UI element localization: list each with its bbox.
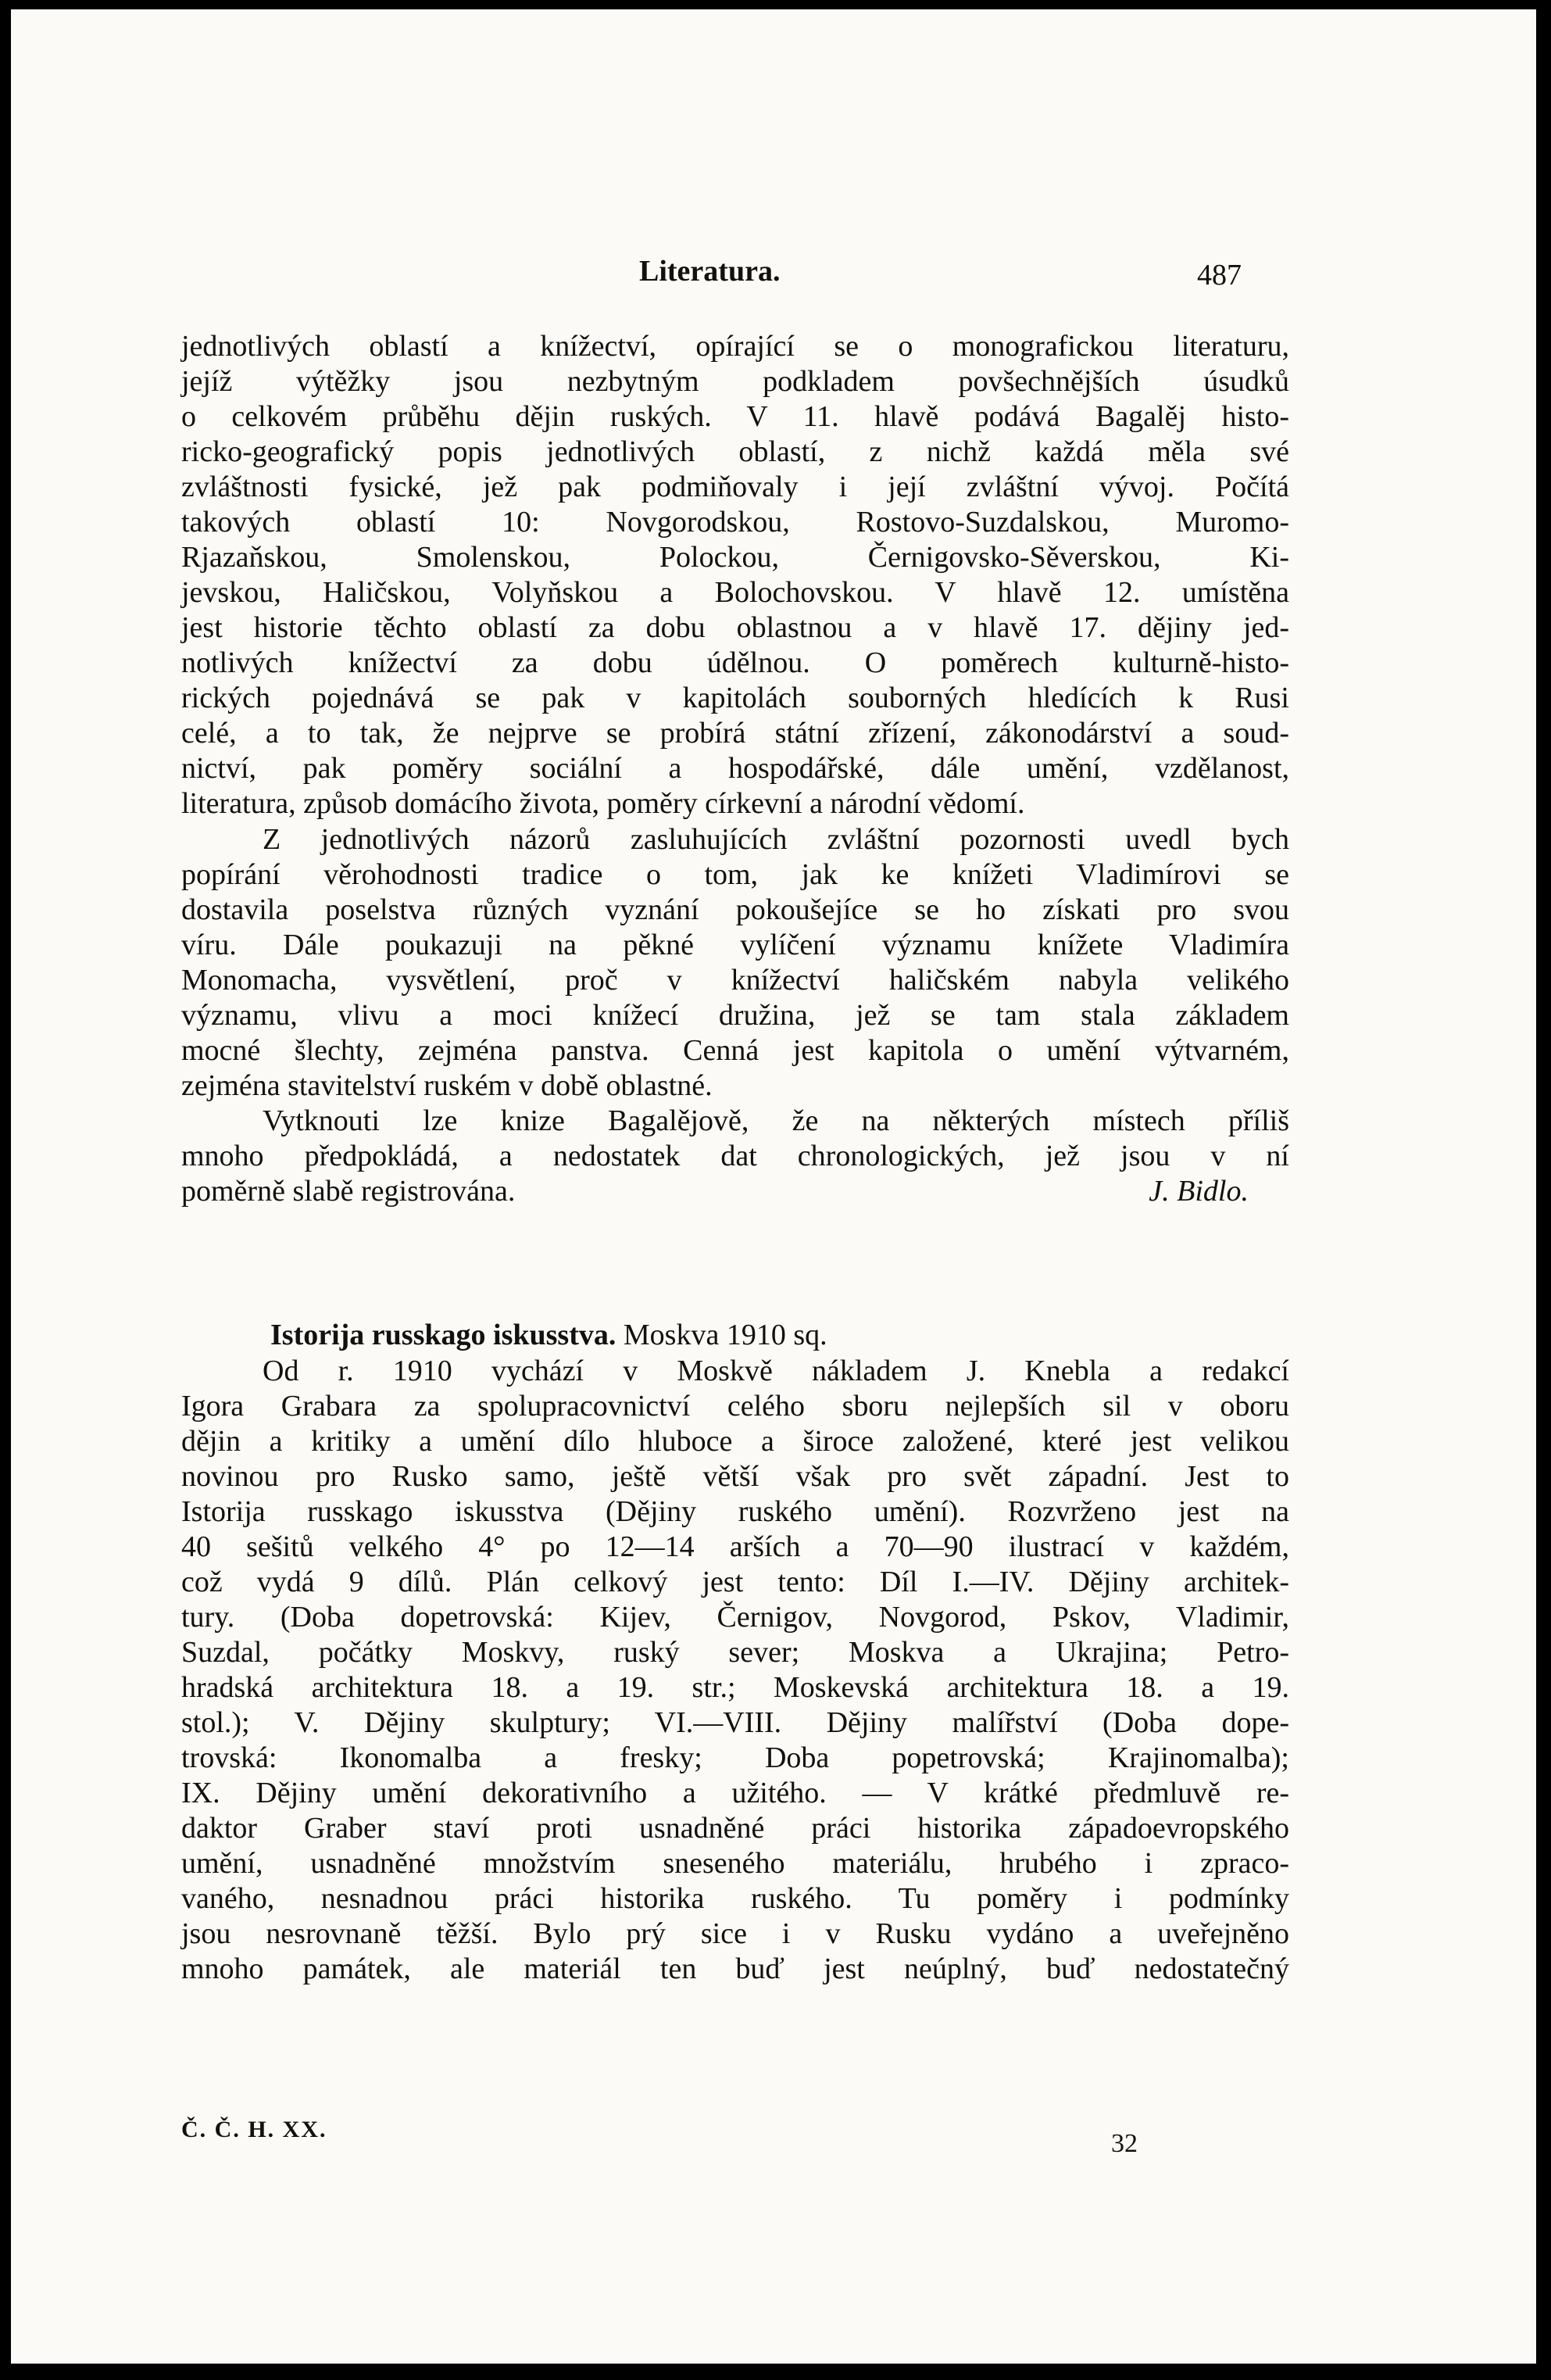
text-line: notlivých knížectví za dobu údělnou. O poměrech kulturně-histo- xyxy=(181,646,1289,679)
text-line: Rjazaňskou, Smolenskou, Polockou, Černigovsko-Sěverskou, Ki- xyxy=(181,541,1289,574)
text-line: nictví, pak poměry sociální a hospodářské, dále umění, vzdělanost, xyxy=(181,752,1289,785)
page-number: 487 xyxy=(1197,259,1242,292)
text-line: hradská architektura 18. a 19. str.; Moskevská architektura 18. a 19. xyxy=(181,1671,1289,1704)
text-line: Monomacha, vysvětlení, proč v knížectví haličském nabyla velikého xyxy=(181,964,1289,997)
text-line: Z jednotlivých názorů zasluhujících zvláštní pozornosti uvedl bych xyxy=(263,823,1289,856)
scanned-page xyxy=(11,9,1536,2364)
text-line: jest historie těchto oblastí za dobu oblastnou a v hlavě 17. dějiny jed- xyxy=(181,611,1289,644)
text-line: 40 sešitů velkého 4° po 12—14 arších a 70—90 ilustrací v každém, xyxy=(181,1530,1289,1563)
text-line: dějin a kritiky a umění dílo hluboce a široce založené, které jest velikou xyxy=(181,1425,1289,1458)
text-line: Suzdal, počátky Moskvy, ruský sever; Moskva a Ukrajina; Petro- xyxy=(181,1636,1289,1669)
running-head: Literatura. xyxy=(639,255,781,288)
text-line: popírání věrohodnosti tradice o tom, jak ke knížeti Vladimírovi se xyxy=(181,858,1289,891)
text-line: IX. Dějiny umění dekorativního a užitého. — V krátké předmluvě re- xyxy=(181,1777,1289,1809)
text-line: Vytknouti lze knize Bagalějově, že na některých místech příliš xyxy=(263,1104,1289,1137)
text-line: víru. Dále poukazuji na pěkné vylíčení významu knížete Vladimíra xyxy=(181,929,1289,961)
paragraph-regional-history xyxy=(181,329,1289,821)
paragraph-notable-views xyxy=(181,822,1289,1104)
text-line: jsou nesrovnaně těžší. Bylo prý sice i v Rusku vydáno a uveřejněno xyxy=(181,1917,1289,1950)
text-line: Istorija russkago iskusstva (Dějiny ruského umění). Rozvrženo jest na xyxy=(181,1495,1289,1528)
signature-line xyxy=(181,1174,1289,1209)
text-line: jevskou, Haličskou, Volyňskou a Bolochovskou. V hlavě 12. umístěna xyxy=(181,576,1289,609)
text-line: mnoho památek, ale materiál ten buď jest neúplný, buď nedostatečný xyxy=(181,1952,1289,1985)
text-line: jejíž výtěžky jsou nezbytným podkladem povšechnějších úsudků xyxy=(181,365,1289,398)
text-line: mnoho předpokládá, a nedostatek dat chronologických, jež jsou v ní xyxy=(181,1140,1289,1172)
text-line: ricko-geografický popis jednotlivých oblastí, z nichž každá měla své xyxy=(181,435,1289,468)
text-line: trovská: Ikonomalba a fresky; Doba popetrovská; Krajinomalba); xyxy=(181,1741,1289,1774)
text-line: jednotlivých oblastí a knížectví, opírající se o monografickou literaturu, xyxy=(181,330,1289,363)
text-line: významu, vlivu a moci knížecí družina, jež se tam stala základem xyxy=(181,999,1289,1032)
reviewer-signature: J. Bidlo. xyxy=(1149,1175,1249,1208)
text-line: vaného, nesnadnou práci historika ruského. Tu poměry i podmínky xyxy=(181,1882,1289,1915)
text-line: tury. (Doba dopetrovská: Kijev, Černigov, Novgorod, Pskov, Vladimir, xyxy=(181,1601,1289,1634)
text-line: umění, usnadněné množstvím sneseného materiálu, hrubého i zpraco- xyxy=(181,1847,1289,1880)
text-line: stol.); V. Dějiny skulptury; VI.—VIII. Dějiny malířství (Doba dope- xyxy=(181,1706,1289,1739)
review-title-rest: Moskva 1910 sq. xyxy=(616,1319,827,1351)
text-line: daktor Graber staví proti usnadněné práci historika západoevropského xyxy=(181,1812,1289,1845)
review-title-bold: Istorija russkago iskusstva. xyxy=(270,1319,616,1351)
text-line: o celkovém průběhu dějin ruských. V 11. hlavě podává Bagalěj histo- xyxy=(181,400,1289,433)
text-line: literatura, způsob domácího života, poměry církevní a národní vědomí. xyxy=(181,787,1025,820)
text-line: což vydá 9 dílů. Plán celkový jest tento: Díl I.—IV. Dějiny architek- xyxy=(181,1566,1289,1598)
text-line: poměrně slabě registrována. xyxy=(181,1175,516,1208)
text-line: celé, a to tak, že nejprve se probírá státní zřízení, zákonodárství a soud- xyxy=(181,717,1289,750)
text-line: takových oblastí 10: Novgorodskou, Rostovo-Suzdalskou, Muromo- xyxy=(181,506,1289,539)
text-line: zvláštnosti fysické, jež pak podmiňovaly i její zvláštní vývoj. Počítá xyxy=(181,471,1289,503)
text-line: zejména stavitelství ruském v době oblastné. xyxy=(181,1069,713,1102)
signature-mark: Č. Č. H. XX. xyxy=(181,2117,327,2142)
paragraph-criticism xyxy=(181,1104,1289,1209)
review-title xyxy=(270,1318,827,1352)
paragraph-istorija-review xyxy=(181,1354,1289,1987)
text-line: mocné šlechty, zejména panstva. Cenná jest kapitola o umění výtvarném, xyxy=(181,1034,1289,1067)
text-line: Od r. 1910 vychází v Moskvě nákladem J. Knebla a redakcí xyxy=(263,1355,1289,1387)
text-line: Igora Grabara za spolupracovnictví celého sboru nejlepších sil v oboru xyxy=(181,1390,1289,1423)
text-line: novinou pro Rusko samo, ještě větší však pro svět západní. Jest to xyxy=(181,1460,1289,1493)
text-line: dostavila poselstva různých vyznání pokoušejíce se ho získati pro svou xyxy=(181,893,1289,926)
sheet-number: 32 xyxy=(1111,2129,1138,2158)
text-line: rických pojednává se pak v kapitolách souborných hledících k Rusi xyxy=(181,682,1289,714)
